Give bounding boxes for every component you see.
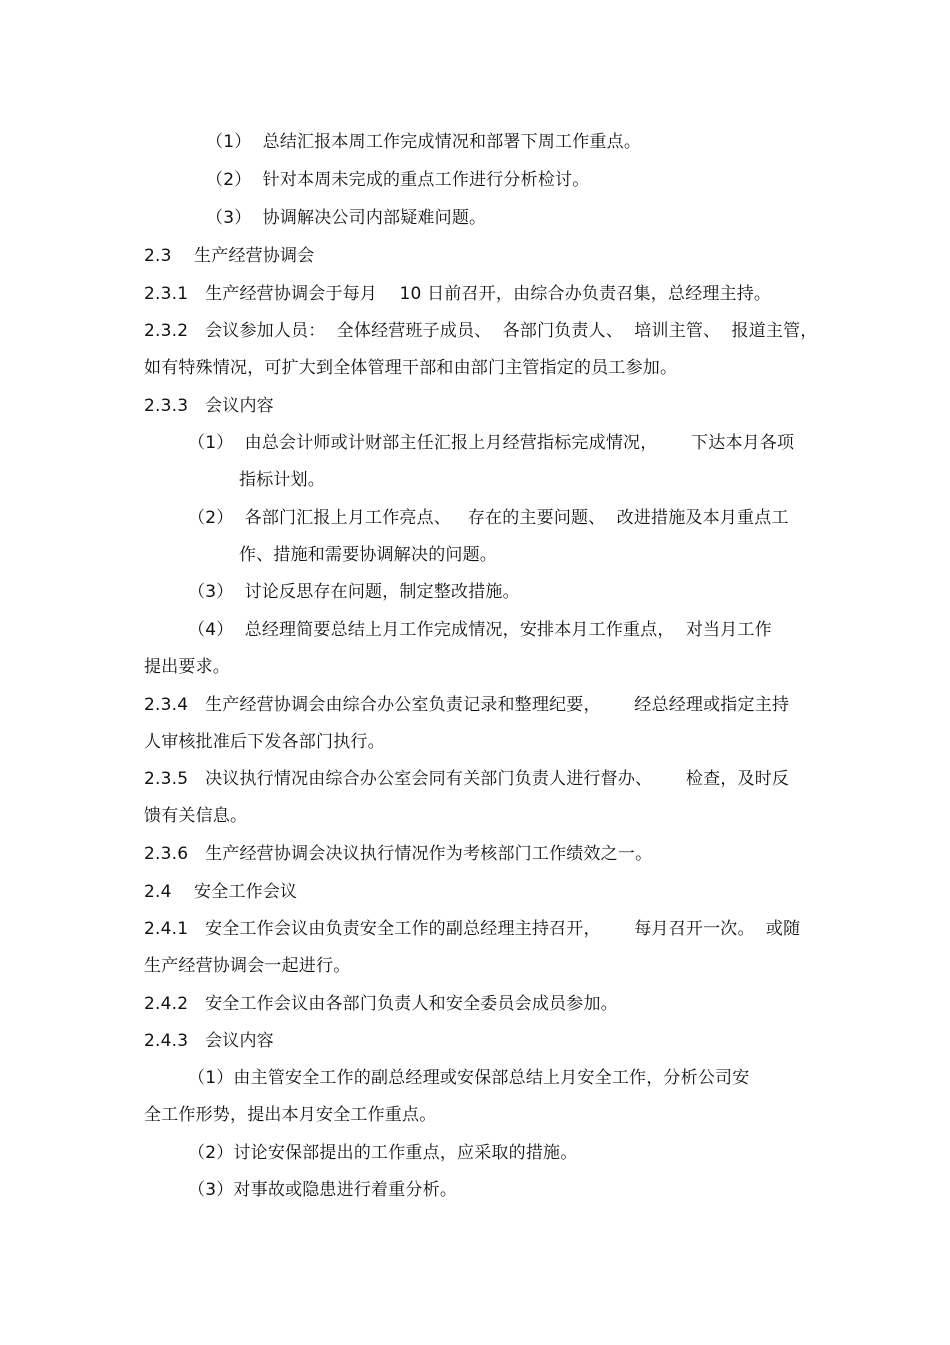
text-line: 2.4.2 安全工作会议由各部门负责人和安全委员会成员参加。 — [144, 994, 618, 1014]
text-line: 2.3.1 生产经营协调会于每月 10 日前召开，由综合办负责召集，总经理主持。 — [144, 284, 772, 304]
text-line: 生产经营协调会一起进行。 — [144, 956, 351, 976]
text-line: 2.4.3 会议内容 — [144, 1031, 274, 1051]
text-line: （3） 协调解决公司内部疑难问题。 — [206, 208, 487, 228]
text-line: 人审核批准后下发各部门执行。 — [144, 732, 385, 752]
text-line: 如有特殊情况，可扩大到全体管理干部和由部门主管指定的员工参加。 — [144, 358, 678, 378]
text-line: 馈有关信息。 — [144, 806, 248, 826]
text-line: 2.3.2 会议参加人员： 全体经营班子成员、 各部门负责人、 培训主管、 报道主管， — [144, 321, 818, 341]
text-line: 2.3.4 生产经营协调会由综合办公室负责记录和整理纪要， 经总经理或指定主持 — [144, 695, 790, 715]
text-line: 提出要求。 — [144, 657, 230, 677]
text-line: （1） 由总会计师或计财部主任汇报上月经营指标完成情况， 下达本月各项 — [188, 433, 795, 453]
text-line: 2.3.5 决议执行情况由综合办公室会同有关部门负责人进行督办、 检查，及时反 — [144, 769, 790, 789]
text-line: 全工作形势，提出本月安全工作重点。 — [144, 1105, 437, 1125]
text-line: （2） 各部门汇报上月工作亮点、 存在的主要问题、 改进措施及本月重点工 — [188, 508, 789, 528]
section-heading: 2.3 生产经营协调会 — [144, 246, 315, 266]
text-line: （2）讨论安保部提出的工作重点，应采取的措施。 — [188, 1143, 578, 1163]
text-line: 2.3.3 会议内容 — [144, 396, 274, 416]
text-line: （1）由主管安全工作的副总经理或安保部总结上月安全工作，分析公司安 — [188, 1068, 750, 1088]
text-line: 作、措施和需要协调解决的问题。 — [239, 545, 497, 565]
text-line: （3） 讨论反思存在问题，制定整改措施。 — [188, 582, 520, 602]
text-line: （4） 总经理简要总结上月工作完成情况，安排本月工作重点， 对当月工作 — [188, 620, 772, 640]
section-heading: 2.4 安全工作会议 — [144, 882, 298, 902]
text-line: 2.4.1 安全工作会议由负责安全工作的副总经理主持召开， 每月召开一次。 或随 — [144, 919, 801, 939]
text-line: （3）对事故或隐患进行着重分析。 — [188, 1180, 458, 1200]
text-line: 指标计划。 — [239, 470, 325, 490]
text-line: （1） 总结汇报本周工作完成情况和部署下周工作重点。 — [206, 132, 642, 152]
text-line: 2.3.6 生产经营协调会决议执行情况作为考核部门工作绩效之一。 — [144, 844, 653, 864]
text-line: （2） 针对本周未完成的重点工作进行分析检讨。 — [206, 170, 590, 190]
